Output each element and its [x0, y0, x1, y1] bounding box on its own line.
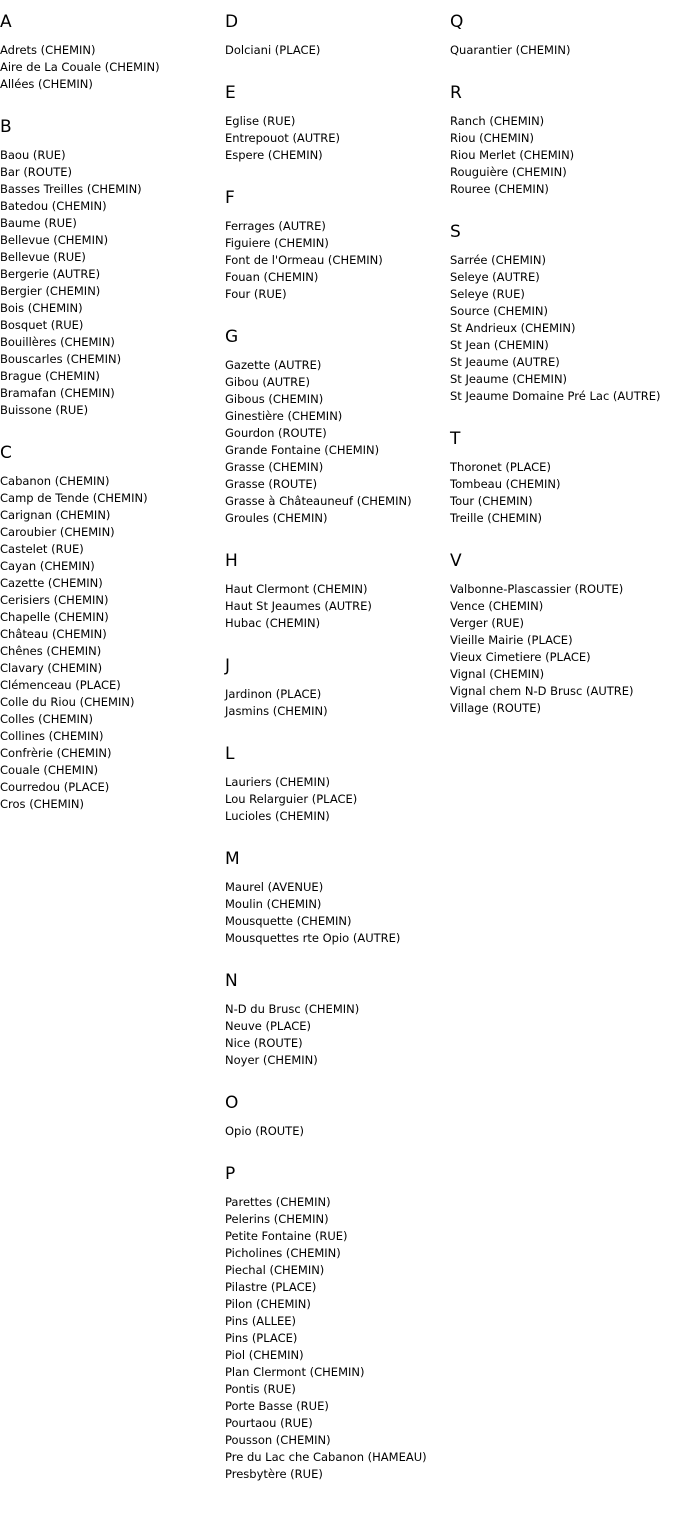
street-link[interactable]: Lauriers (CHEMIN) — [225, 775, 330, 789]
street-link[interactable]: Basses Treilles (CHEMIN) — [0, 182, 142, 196]
street-link[interactable]: Cros (CHEMIN) — [0, 797, 85, 811]
street-index-column — [0, 0, 225, 837]
street-link[interactable]: Groules (CHEMIN) — [225, 511, 328, 525]
street-link[interactable]: St Andrieux (CHEMIN) — [450, 321, 576, 335]
section-letter-heading: H — [225, 551, 238, 571]
street-link[interactable]: Clavary (CHEMIN) — [0, 661, 103, 675]
street-link[interactable]: Bramafan (CHEMIN) — [0, 386, 115, 400]
street-link[interactable]: Porte Basse (RUE) — [225, 1399, 329, 1413]
street-link[interactable]: Seleye (AUTRE) — [450, 270, 540, 284]
street-link[interactable]: Pilon (CHEMIN) — [225, 1297, 311, 1311]
street-link[interactable]: Fouan (CHEMIN) — [225, 270, 319, 284]
street-link[interactable]: Figuiere (CHEMIN) — [225, 236, 329, 250]
section-letter-heading: J — [225, 656, 231, 676]
street-link[interactable]: Bosquet (RUE) — [0, 318, 84, 332]
street-link[interactable]: Riou Merlet (CHEMIN) — [450, 148, 575, 162]
street-link[interactable]: Vignal (CHEMIN) — [450, 667, 545, 681]
street-link[interactable]: Rouguière (CHEMIN) — [450, 165, 567, 179]
section-letter-heading: E — [225, 83, 236, 103]
street-link[interactable]: Four (RUE) — [225, 287, 287, 301]
letter-section — [450, 83, 675, 198]
street-link[interactable]: Moulin (CHEMIN) — [225, 897, 322, 911]
street-link[interactable]: Neuve (PLACE) — [225, 1019, 312, 1033]
street-link[interactable]: Bellevue (RUE) — [0, 250, 86, 264]
street-link[interactable]: Entrepouot (AUTRE) — [225, 131, 340, 145]
street-link[interactable]: Chênes (CHEMIN) — [0, 644, 102, 658]
street-link[interactable]: Riou (CHEMIN) — [450, 131, 534, 145]
street-link[interactable]: Colle du Riou (CHEMIN) — [0, 695, 135, 709]
letter-section — [450, 429, 675, 527]
letter-section — [0, 12, 225, 93]
street-link[interactable]: Quarantier (CHEMIN) — [450, 43, 571, 57]
letter-section — [225, 744, 450, 825]
street-link[interactable]: Parettes (CHEMIN) — [225, 1195, 331, 1209]
street-link[interactable]: Pre du Lac che Cabanon (HAMEAU) — [225, 1450, 427, 1464]
street-link[interactable]: Pourtaou (RUE) — [225, 1416, 313, 1430]
street-link[interactable]: Lucioles (CHEMIN) — [225, 809, 330, 823]
street-link[interactable]: Pilastre (PLACE) — [225, 1280, 317, 1294]
street-link[interactable]: Bellevue (CHEMIN) — [0, 233, 109, 247]
street-link[interactable]: Cazette (CHEMIN) — [0, 576, 103, 590]
section-letter-heading: Q — [450, 12, 464, 32]
letter-section — [450, 222, 675, 405]
letter-section — [225, 188, 450, 303]
street-link[interactable]: Sarrée (CHEMIN) — [450, 253, 546, 267]
street-link[interactable]: Seleye (RUE) — [450, 287, 525, 301]
letter-section — [450, 12, 675, 59]
street-link[interactable]: Mousquettes rte Opio (AUTRE) — [225, 931, 401, 945]
street-link[interactable]: Gibous (CHEMIN) — [225, 392, 324, 406]
street-link[interactable]: Ferrages (AUTRE) — [225, 219, 326, 233]
street-link[interactable]: Bergerie (AUTRE) — [0, 267, 101, 281]
street-link[interactable]: St Jean (CHEMIN) — [450, 338, 549, 352]
street-link[interactable]: Dolciani (PLACE) — [225, 43, 321, 57]
section-letter-heading: D — [225, 12, 239, 32]
street-link[interactable]: Mousquette (CHEMIN) — [225, 914, 352, 928]
street-link[interactable]: Chapelle (CHEMIN) — [0, 610, 109, 624]
street-link[interactable]: Baou (RUE) — [0, 148, 66, 162]
street-link[interactable]: Pontis (RUE) — [225, 1382, 296, 1396]
section-letter-heading: R — [450, 83, 462, 103]
street-link[interactable]: Adrets (CHEMIN) — [0, 43, 96, 57]
street-link[interactable]: Nice (ROUTE) — [225, 1036, 303, 1050]
street-link[interactable]: Haut St Jeaumes (AUTRE) — [225, 599, 372, 613]
street-index-column — [225, 0, 450, 1507]
street-link[interactable]: Verger (RUE) — [450, 616, 524, 630]
street-link[interactable]: Couale (CHEMIN) — [0, 763, 99, 777]
street-link[interactable]: Gourdon (ROUTE) — [225, 426, 327, 440]
section-letter-heading: F — [225, 188, 235, 208]
letter-section — [225, 1093, 450, 1140]
street-link[interactable]: Brague (CHEMIN) — [0, 369, 100, 383]
street-link[interactable]: Pins (ALLEE) — [225, 1314, 296, 1328]
street-link[interactable]: Espere (CHEMIN) — [225, 148, 323, 162]
letter-section — [225, 849, 450, 947]
street-link[interactable]: Lou Relarguier (PLACE) — [225, 792, 358, 806]
street-link[interactable]: Courredou (PLACE) — [0, 780, 110, 794]
street-link[interactable]: Grasse (CHEMIN) — [225, 460, 324, 474]
section-letter-heading: N — [225, 971, 238, 991]
letter-section — [225, 656, 450, 720]
street-link[interactable]: Pousson (CHEMIN) — [225, 1433, 331, 1447]
section-letter-heading: V — [450, 551, 462, 571]
street-link[interactable]: Gibou (AUTRE) — [225, 375, 310, 389]
letter-section — [450, 551, 675, 717]
letter-section — [225, 83, 450, 164]
section-letter-heading: S — [450, 222, 461, 242]
street-link[interactable]: Grasse à Châteauneuf (CHEMIN) — [225, 494, 412, 508]
street-link[interactable]: Grasse (ROUTE) — [225, 477, 318, 491]
section-letter-heading: C — [0, 443, 12, 463]
street-link[interactable]: Cayan (CHEMIN) — [0, 559, 95, 573]
street-link[interactable]: Ranch (CHEMIN) — [450, 114, 545, 128]
street-link[interactable]: Pelerins (CHEMIN) — [225, 1212, 329, 1226]
street-link[interactable]: Château (CHEMIN) — [0, 627, 107, 641]
street-link[interactable]: Haut Clermont (CHEMIN) — [225, 582, 368, 596]
street-link[interactable]: Baume (RUE) — [0, 216, 77, 230]
street-link[interactable]: Treille (CHEMIN) — [450, 511, 543, 525]
street-link[interactable]: Maurel (AVENUE) — [225, 880, 324, 894]
street-link[interactable]: Vieux Cimetiere (PLACE) — [450, 650, 591, 664]
street-link[interactable]: Vignal chem N-D Brusc (AUTRE) — [450, 684, 634, 698]
section-letter-heading: A — [0, 12, 12, 32]
street-link[interactable]: Bouillères (CHEMIN) — [0, 335, 115, 349]
street-link[interactable]: Presbytère (RUE) — [225, 1467, 323, 1481]
street-link[interactable]: Hubac (CHEMIN) — [225, 616, 321, 630]
street-link[interactable]: Colles (CHEMIN) — [0, 712, 94, 726]
street-link[interactable]: Bar (ROUTE) — [0, 165, 73, 179]
section-letter-heading: O — [225, 1093, 239, 1113]
street-link[interactable]: Castelet (RUE) — [0, 542, 84, 556]
street-link[interactable]: Village (ROUTE) — [450, 701, 542, 715]
letter-section — [225, 1164, 450, 1483]
street-link[interactable]: Collines (CHEMIN) — [0, 729, 104, 743]
street-link[interactable]: N-D du Brusc (CHEMIN) — [225, 1002, 360, 1016]
street-link[interactable]: Piol (CHEMIN) — [225, 1348, 304, 1362]
street-link[interactable]: Jardinon (PLACE) — [225, 687, 322, 701]
street-link[interactable]: Clémenceau (PLACE) — [0, 678, 121, 692]
street-link[interactable]: Gazette (AUTRE) — [225, 358, 322, 372]
street-link[interactable]: Thoronet (PLACE) — [450, 460, 551, 474]
street-index-column — [450, 0, 675, 741]
street-link[interactable]: Cabanon (CHEMIN) — [0, 474, 110, 488]
street-link[interactable]: Bergier (CHEMIN) — [0, 284, 101, 298]
street-link[interactable]: Grande Fontaine (CHEMIN) — [225, 443, 380, 457]
street-link[interactable]: Buissone (RUE) — [0, 403, 89, 417]
street-link[interactable]: Bois (CHEMIN) — [0, 301, 83, 315]
letter-section — [225, 971, 450, 1069]
street-link[interactable]: Confrèrie (CHEMIN) — [0, 746, 112, 760]
street-link[interactable]: Bouscarles (CHEMIN) — [0, 352, 122, 366]
street-link[interactable]: Camp de Tende (CHEMIN) — [0, 491, 148, 505]
street-link[interactable]: St Jeaume (CHEMIN) — [450, 372, 568, 386]
street-link[interactable]: Cerisiers (CHEMIN) — [0, 593, 109, 607]
street-link[interactable]: Batedou (CHEMIN) — [0, 199, 107, 213]
street-link[interactable]: Opio (ROUTE) — [225, 1124, 304, 1138]
street-link[interactable]: Tour (CHEMIN) — [450, 494, 533, 508]
street-link[interactable]: Aire de La Couale (CHEMIN) — [0, 60, 160, 74]
street-link[interactable]: Source (CHEMIN) — [450, 304, 548, 318]
street-link[interactable]: Plan Clermont (CHEMIN) — [225, 1365, 365, 1379]
street-link[interactable]: Caroubier (CHEMIN) — [0, 525, 115, 539]
section-letter-heading: B — [0, 117, 12, 137]
street-link[interactable]: Piechal (CHEMIN) — [225, 1263, 325, 1277]
street-link[interactable]: Picholines (CHEMIN) — [225, 1246, 341, 1260]
section-letter-heading: M — [225, 849, 240, 869]
street-link[interactable]: Ginestière (CHEMIN) — [225, 409, 343, 423]
street-link[interactable]: Rouree (CHEMIN) — [450, 182, 549, 196]
street-link[interactable]: Font de l'Ormeau (CHEMIN) — [225, 253, 383, 267]
letter-section — [225, 327, 450, 527]
street-link[interactable]: Vieille Mairie (PLACE) — [450, 633, 573, 647]
letter-section — [225, 12, 450, 59]
street-link[interactable]: Allées (CHEMIN) — [0, 77, 93, 91]
section-letter-heading: L — [225, 744, 235, 764]
street-link[interactable]: Carignan (CHEMIN) — [0, 508, 111, 522]
street-link[interactable]: Tombeau (CHEMIN) — [450, 477, 561, 491]
street-link[interactable]: Eglise (RUE) — [225, 114, 296, 128]
street-link[interactable]: Petite Fontaine (RUE) — [225, 1229, 348, 1243]
section-letter-heading: P — [225, 1164, 236, 1184]
street-link[interactable]: Vence (CHEMIN) — [450, 599, 544, 613]
letter-section — [0, 117, 225, 419]
street-link[interactable]: St Jeaume (AUTRE) — [450, 355, 560, 369]
section-letter-heading: G — [225, 327, 239, 347]
street-link[interactable]: Jasmins (CHEMIN) — [225, 704, 328, 718]
letter-section — [0, 443, 225, 813]
section-letter-heading: T — [450, 429, 461, 449]
street-link[interactable]: St Jeaume Domaine Pré Lac (AUTRE) — [450, 389, 661, 403]
letter-section — [225, 551, 450, 632]
street-link[interactable]: Noyer (CHEMIN) — [225, 1053, 318, 1067]
street-link[interactable]: Pins (PLACE) — [225, 1331, 298, 1345]
street-link[interactable]: Valbonne-Plascassier (ROUTE) — [450, 582, 624, 596]
